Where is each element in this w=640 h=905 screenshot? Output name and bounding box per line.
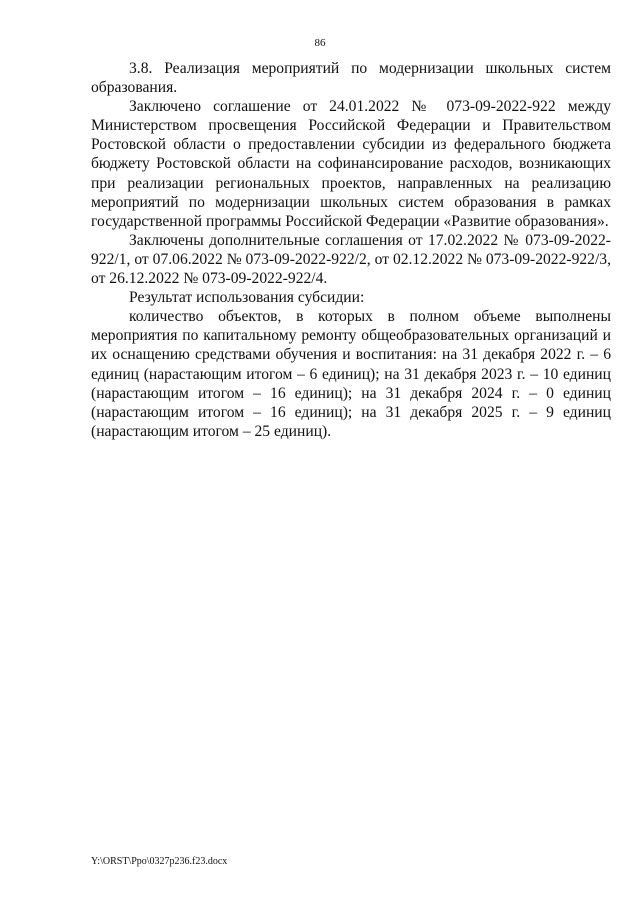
- paragraph-result-heading: Результат использования субсидии:: [129, 289, 365, 307]
- footer-file-path: Y:\ORST\Ppo\0327p236.f23.docx: [91, 856, 228, 867]
- section-heading: 3.8. Реализация мероприятий по модернизации школьных систем образования.: [91, 60, 611, 97]
- paragraph-result-details: количество объектов, в которых в полном объеме выполнены мероприятия по капитальному ремонту общеобразовательных организаций и их оснащению средствами обучения и воспитания: на 31 декабря 2022 г. – 6 единиц (нарастающим итогом – 6 единиц); на 31 декабря 2023 г. – 10 единиц (нарастающим итогом – 16 единиц); на 31 декабря 2024 г. – 0 единиц (нарастающим итогом – 16 единиц); на 31 декабря 2025 г. – 9 единиц (нарастающим итогом – 25 единиц).: [91, 308, 611, 440]
- paragraph-additional-agreements: Заключены дополнительные соглашения от 17.02.2022 № 073-09-2022-922/1, от 07.06.2022 № 073-09-2022-922/2, от 02.12.2022 № 073-09-2022-922/3, от 26.12.2022 № 073-09-2022-922/4.: [91, 231, 611, 288]
- document-body: [91, 59, 611, 441]
- page-number: 86: [314, 37, 326, 49]
- paragraph-agreement: Заключено соглашение от 24.01.2022 № 073-09-2022-922 между Министерством просвещения Российской Федерации и Правительством Ростовской области о предоставлении субсидии из федерального бюджета бюджету Ростовской области на софинансирование расходов, возникающих при реализации региональных проектов, направленных на реализацию мероприятий по модернизации школьных систем образования в рамках государственной программы Российской Федерации «Развитие образования».: [91, 98, 611, 230]
